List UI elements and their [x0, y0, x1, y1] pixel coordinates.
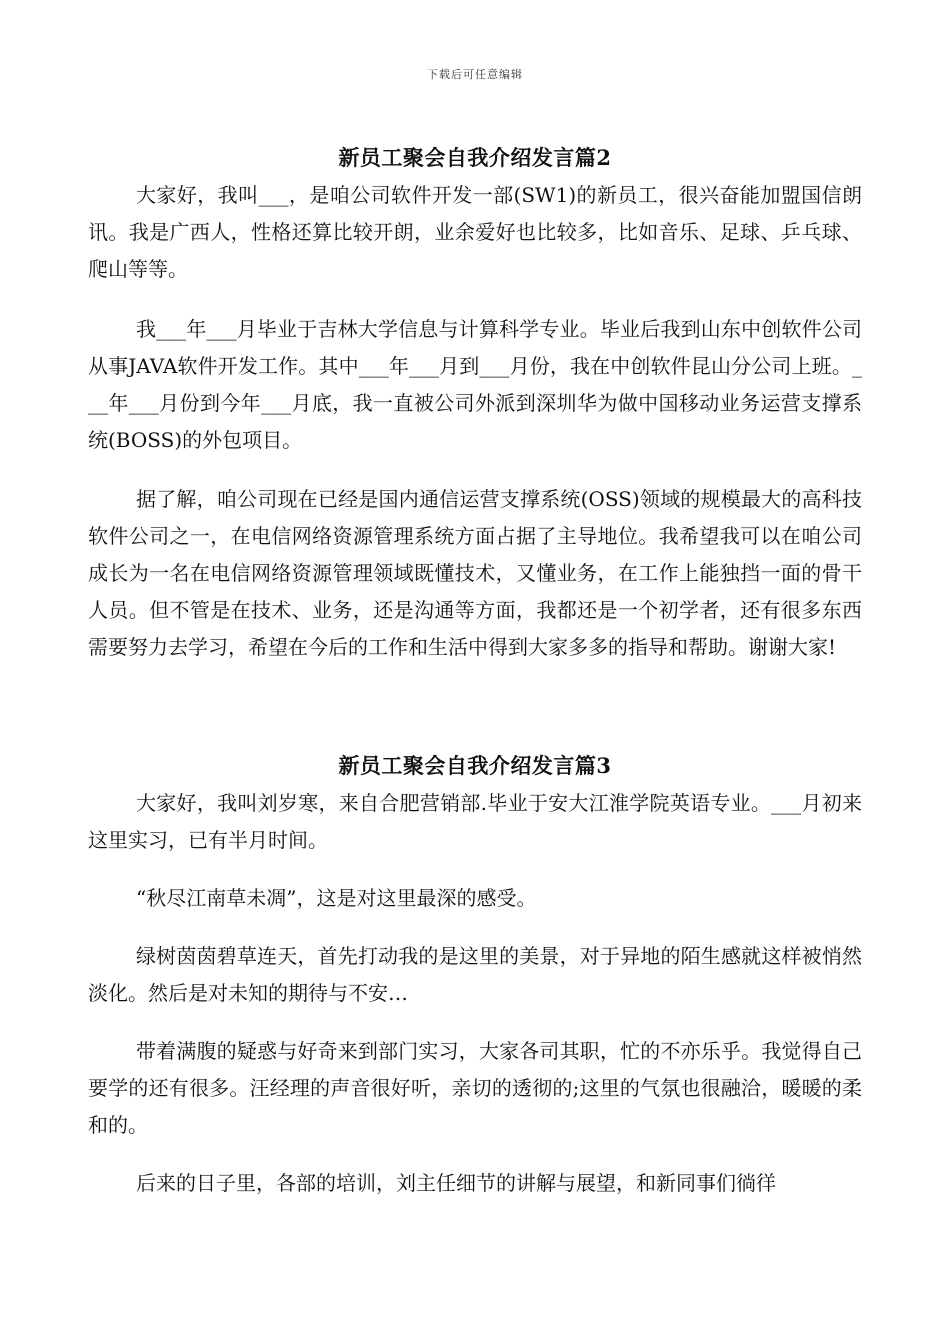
paragraph: 绿树茵茵碧草连天，首先打动我的是这里的美景，对于异地的陌生感就这样被悄然淡化。然后是对未知的期待与不安… — [88, 944, 862, 1005]
paragraph: 带着满腹的疑惑与好奇来到部门实习，大家各司其职，忙的不亦乐乎。我觉得自己要学的还有很多。汪经理的声音很好听，亲切的透彻的;这里的气氛也很融洽，暖暖的柔和的。 — [88, 1039, 862, 1137]
paragraph: 后来的日子里，各部的培训，刘主任细节的讲解与展望，和新同事们徜徉 — [136, 1171, 776, 1195]
paragraph: “秋尽江南草未凋”，这是对这里最深的感受。 — [136, 886, 537, 910]
download-note: 下载后可任意编辑 — [427, 68, 523, 81]
paragraph: 我___年___月毕业于吉林大学信息与计算科学专业。毕业后我到山东中创软件公司从事JAVA软件开发工作。其中___年___月到___月份，我在中创软件昆山分公司上班。___年___月份到今年___月底，我一直被公司外派到深圳华为做中国移动业务运营支撑系统(BOSS)的外包项目。 — [88, 317, 862, 452]
paragraph: 大家好，我叫刘岁寒，来自合肥营销部.毕业于安大江淮学院英语专业。___月初来这里实习，已有半月时间。 — [88, 791, 862, 852]
paragraph: 据了解，咱公司现在已经是国内通信运营支撑系统(OSS)领域的规模最大的高科技软件公司之一，在电信网络资源管理系统方面占据了主导地位。我希望我可以在咱公司成长为一名在电信网络资源管理领域既懂技术，又懂业务，在工作上能独挡一面的骨干人员。但不管是在技术、业务，还是沟通等方面，我都还是一个初学者，还有很多东西需要努力去学习，希望在今后的工作和生活中得到大家多多的指导和帮助。谢谢大家! — [88, 487, 862, 659]
section-title-3: 新员工聚会自我介绍发言篇3 — [338, 753, 612, 779]
section-title-2: 新员工聚会自我介绍发言篇2 — [338, 145, 612, 171]
paragraph: 大家好，我叫___，是咱公司软件开发一部(SW1)的新员工，很兴奋能加盟国信朗讯。我是广西人，性格还算比较开朗，业余爱好也比较多，比如音乐、足球、乒乓球、爬山等等。 — [88, 183, 862, 281]
